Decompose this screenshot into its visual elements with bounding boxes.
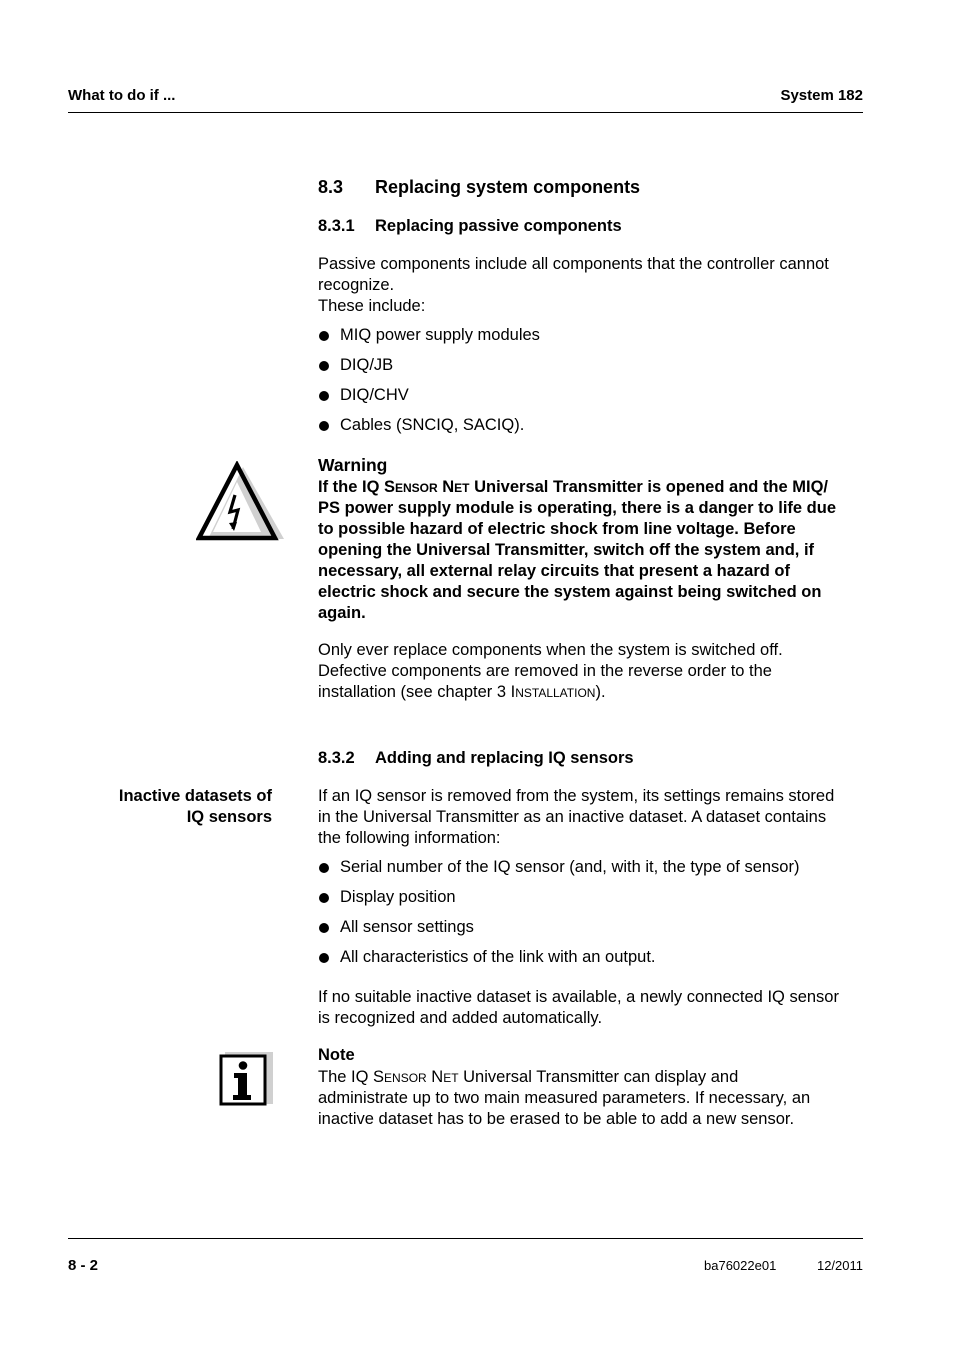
warning-line: opening the Universal Transmitter, switch off the system and, if [318, 541, 815, 559]
note-text-part: Universal Transmitter can display and [458, 1068, 739, 1086]
auto-add-paragraph [318, 987, 873, 1029]
dataset-info-list [318, 857, 863, 977]
list-item: All characteristics of the link with an output. [318, 947, 863, 977]
passive-intro-line: Passive components include all components that the controller cannot [318, 255, 829, 273]
subsection-title-1: Replacing passive components [375, 217, 622, 235]
footer-rule [68, 1238, 863, 1239]
note-text-part: The IQ [318, 1068, 374, 1086]
paragraph-line: the following information: [318, 829, 501, 847]
instruction-line: Only ever replace components when the system is switched off. [318, 641, 783, 659]
list-item: DIQ/JB [318, 355, 863, 385]
warning-text-part: If the IQ [318, 478, 384, 496]
note-line [318, 1067, 873, 1088]
warning-text [318, 477, 878, 624]
page-number: 8 - 2 [68, 1257, 99, 1274]
note-title: Note [318, 1046, 355, 1064]
list-item: Cables (SNCIQ, SACIQ). [318, 415, 863, 445]
sensor-net-brand: Sensor Net [373, 1068, 459, 1086]
note-line: inactive dataset has to be erased to be able to add a new sensor. [318, 1110, 795, 1128]
replace-instructions [318, 640, 868, 703]
document-date: 12/2011 [816, 1258, 863, 1273]
note-text [318, 1067, 873, 1130]
warning-line: PS power supply module is operating, there is a danger to life due [318, 499, 837, 517]
instruction-text-part: ). [595, 683, 606, 701]
header-left: What to do if ... [68, 87, 176, 104]
high-voltage-warning-icon [196, 461, 286, 541]
list-item: DIQ/CHV [318, 385, 863, 415]
section-heading [318, 177, 640, 198]
section-number: 8.3 [318, 177, 344, 197]
paragraph-line: is recognized and added automatically. [318, 1009, 603, 1027]
instruction-line [318, 682, 868, 703]
instruction-text-part: installation (see chapter 3 [318, 683, 511, 701]
warning-title: Warning [318, 455, 388, 475]
note-line: administrate up to two main measured parameters. If necessary, an [318, 1089, 811, 1107]
warning-line: electric shock and secure the system against being switched on [318, 583, 822, 601]
chapter-reference: Installation [510, 683, 596, 701]
passive-intro-line: These include: [318, 297, 426, 315]
list-item: Serial number of the IQ sensor (and, with it, the type of sensor) [318, 857, 863, 887]
paragraph-line: If no suitable inactive dataset is available, a newly connected IQ sensor [318, 988, 839, 1006]
header-right: System 182 [780, 87, 863, 104]
subsection-title-2: Adding and replacing IQ sensors [375, 749, 634, 767]
instruction-line: Defective components are removed in the reverse order to the [318, 662, 772, 680]
margin-label-line: IQ sensors [186, 808, 272, 826]
section-title: Replacing system components [375, 177, 641, 197]
paragraph-line: If an IQ sensor is removed from the system, its settings remains stored [318, 787, 835, 805]
paragraph-line: in the Universal Transmitter as an inactive dataset. A dataset contains [318, 808, 827, 826]
warning-line: to possible hazard of electric shock from line voltage. Before [318, 520, 796, 538]
margin-label-line: Inactive datasets of [118, 787, 272, 805]
warning-line [318, 477, 878, 498]
sensor-paragraph [318, 786, 873, 849]
list-item: Display position [318, 887, 863, 917]
header-rule [68, 112, 863, 113]
list-item: MIQ power supply modules [318, 325, 863, 355]
subsection-number-2: 8.3.2 [318, 749, 355, 767]
warning-line: again. [318, 604, 366, 622]
list-item: All sensor settings [318, 917, 863, 947]
passive-intro [318, 254, 868, 317]
subsection-heading-2 [318, 749, 634, 768]
document-id: ba76022e01 [704, 1258, 777, 1273]
sensor-net-brand: Sensor Net [384, 478, 470, 496]
subsection-heading-1 [318, 217, 622, 236]
subsection-number-1: 8.3.1 [318, 217, 355, 235]
warning-text-part: Universal Transmitter is opened and the MIQ/ [469, 478, 829, 496]
passive-intro-line: recognize. [318, 276, 395, 294]
passive-components-list [318, 325, 863, 445]
margin-label [60, 786, 272, 828]
warning-line: necessary, all external relay circuits that present a hazard of [318, 562, 790, 580]
info-icon [219, 1052, 275, 1108]
